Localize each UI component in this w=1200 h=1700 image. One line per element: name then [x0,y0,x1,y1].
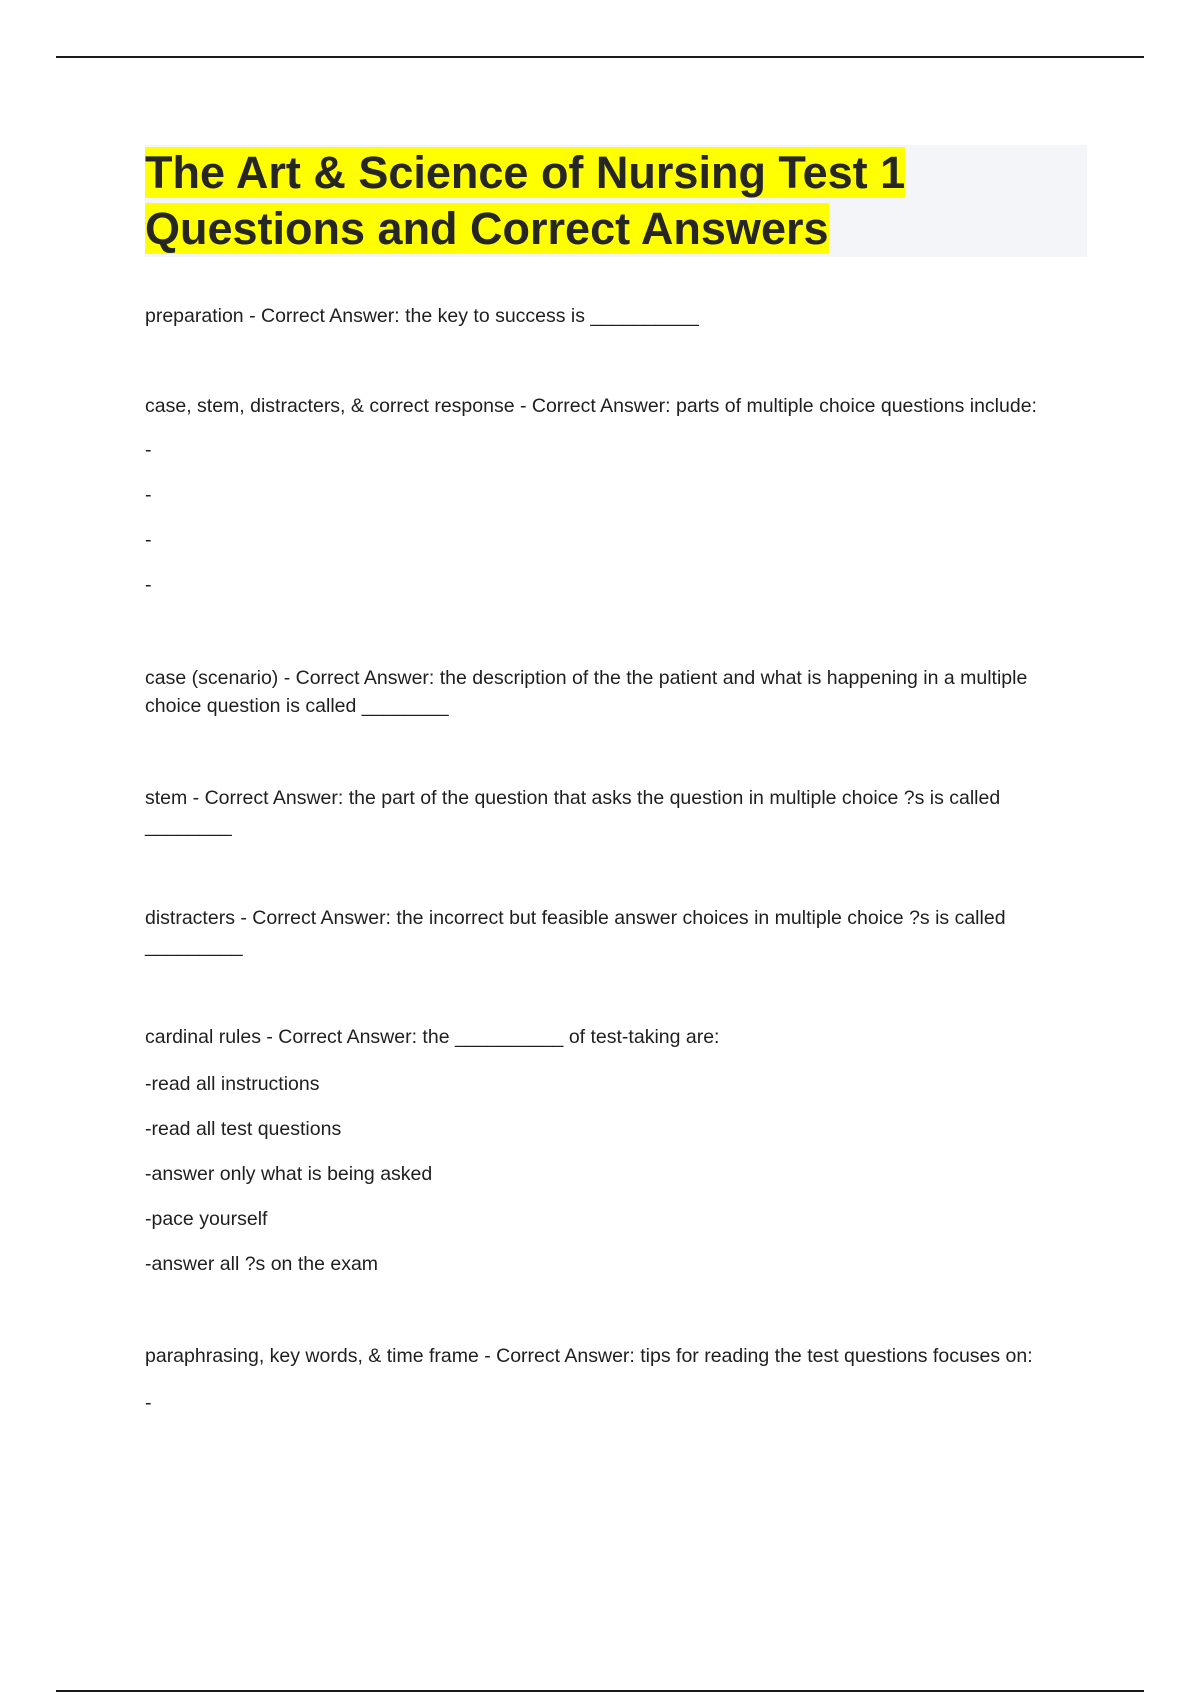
list-item: -read all test questions [145,1118,342,1140]
qa-item: cardinal rules - Correct Answer: the __________ of test-taking are: [145,1026,720,1048]
list-bullet: - [145,439,152,461]
list-bullet: - [145,529,152,551]
list-bullet: - [145,574,152,596]
list-item: -pace yourself [145,1208,268,1230]
list-bullet: - [145,1392,152,1414]
footer-rule [56,1690,1144,1692]
list-item: -answer all ?s on the exam [145,1253,379,1275]
header-rule [56,56,1144,58]
qa-item: case, stem, distracters, & correct response - Correct Answer: parts of multiple choice questions include: [145,395,1037,417]
title-line-1: The Art & Science of Nursing Test 1 [145,147,906,198]
document-title [145,145,1087,257]
qa-item: preparation - Correct Answer: the key to success is __________ [145,305,699,327]
list-item: -read all instructions [145,1073,320,1095]
list-bullet: - [145,484,152,506]
qa-item: distracters - Correct Answer: the incorrect but feasible answer choices in multiple choice ?s is called _________ [145,907,1006,957]
list-item: -answer only what is being asked [145,1163,433,1185]
title-block [145,145,1087,257]
qa-item: stem - Correct Answer: the part of the question that asks the question in multiple choice ?s is called ________ [145,787,1001,837]
qa-item: paraphrasing, key words, & time frame - Correct Answer: tips for reading the test questions focuses on: [145,1345,1033,1367]
title-line-2: Questions and Correct Answers [145,203,829,254]
qa-item: case (scenario) - Correct Answer: the description of the the patient and what is happening in a multiple choice question is called ________ [145,667,1028,717]
